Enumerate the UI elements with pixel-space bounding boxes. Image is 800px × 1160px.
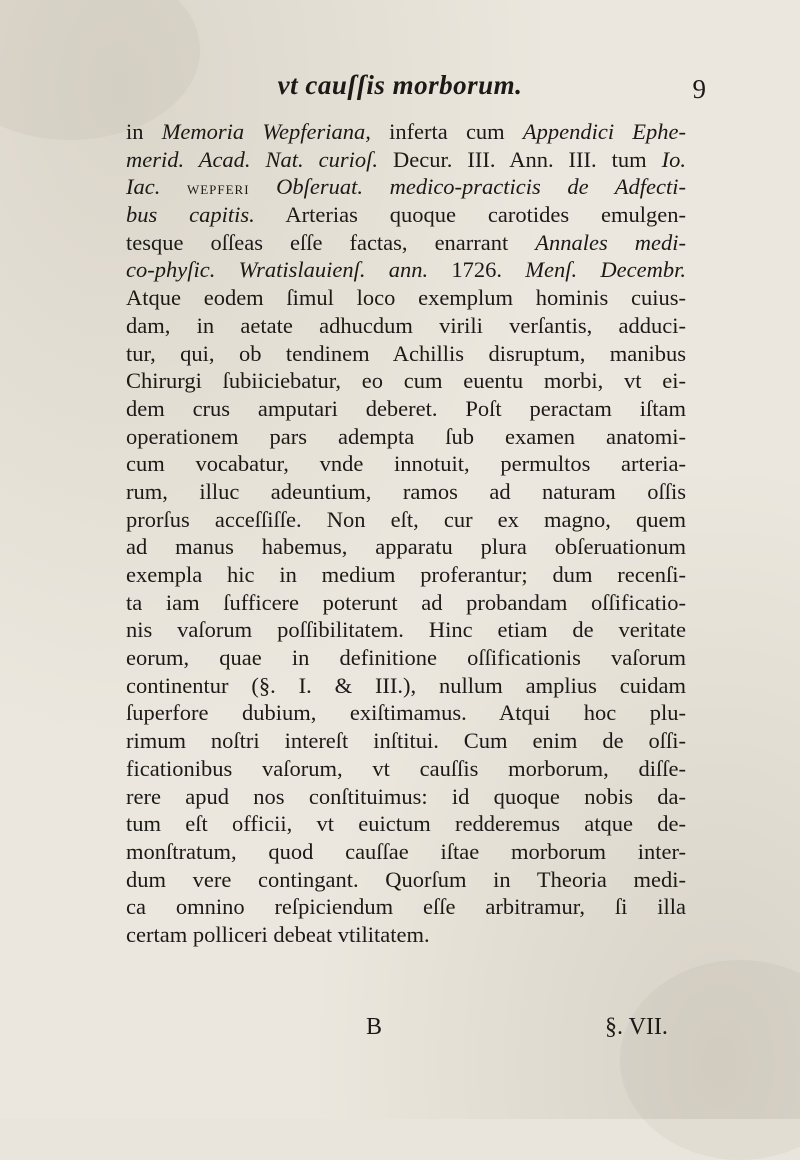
text-segment: Menſ. Decembr. <box>525 257 686 283</box>
page-footer <box>0 1014 800 1046</box>
text-segment: Annales medi- <box>535 229 687 255</box>
text-segment: ca omnino reſpiciendum eſſe arbitramur, ſi illa <box>126 894 686 920</box>
text-line <box>126 340 686 368</box>
text-line <box>126 589 686 617</box>
text-line <box>126 616 686 644</box>
text-segment: wepferi <box>186 178 250 200</box>
signature-mark: B <box>366 1014 383 1040</box>
text-segment: ad manus habemus, apparatu plura obſeruationum <box>126 534 686 560</box>
text-segment: dam, in aetate adhucdum virili verſantis, adduci- <box>126 312 686 338</box>
paper-stain <box>620 960 800 1160</box>
text-segment: bus capitis. <box>126 202 255 228</box>
text-line <box>126 395 686 423</box>
text-line <box>126 450 686 478</box>
text-segment: Appendici Ephe- <box>522 119 686 144</box>
text-segment: Iac. <box>126 174 161 200</box>
text-segment: prorſus acceſſiſſe. Non eſt, cur ex magno, quem <box>126 506 686 532</box>
running-title: vt cauſſis morborum. <box>277 70 523 100</box>
text-segment <box>160 174 187 199</box>
text-segment: dum vere contingant. Quorſum in Theoria medi- <box>126 866 686 892</box>
text-segment: Chirurgi ſubiiciebatur, eo cum euentu morbi, vt ei- <box>126 368 686 394</box>
text-segment: certam polliceri debeat vtilitatem. <box>126 921 430 947</box>
text-segment: tum eſt officii, vt euictum redderemus atque de- <box>126 811 686 837</box>
text-segment: rum, illuc adeuntium, ramos ad naturam oſſis <box>126 478 686 504</box>
text-segment: Arterias quoque carotides emulgen- <box>254 202 686 228</box>
text-segment: Decur. III. Ann. III. tum <box>378 146 662 172</box>
text-line <box>126 783 686 811</box>
text-line <box>126 201 686 229</box>
catchword: §. VII. <box>605 1014 668 1040</box>
text-line <box>126 866 686 894</box>
text-line <box>126 533 686 561</box>
running-head <box>0 66 800 106</box>
text-line <box>126 256 686 284</box>
text-line <box>126 644 686 672</box>
text-segment <box>250 174 277 199</box>
text-line <box>126 561 686 589</box>
text-segment: 1726. <box>428 257 526 283</box>
text-segment: eorum, quae in definitione oſſificationis vaſorum <box>126 645 686 671</box>
text-segment: inferta cum <box>370 119 523 144</box>
text-segment: Atque eodem ſimul loco exemplum hominis cuius- <box>126 285 686 311</box>
text-segment: ta iam ſufficere poterunt ad probandam oſſificatio- <box>126 589 686 615</box>
text-line <box>126 921 686 949</box>
text-line <box>126 312 686 340</box>
text-segment: co-phyſic. Wratislauienſ. ann. <box>126 257 429 283</box>
page-number: 9 <box>692 74 706 104</box>
text-line <box>126 755 686 783</box>
body-text <box>126 118 686 949</box>
text-segment: in <box>126 119 162 144</box>
text-segment: ficationibus vaſorum, vt cauſſis morborum, diſſe- <box>126 755 686 781</box>
text-segment: Obſeruat. medico-practicis de Adfecti- <box>276 174 686 200</box>
text-line <box>126 229 686 257</box>
text-line <box>126 423 686 451</box>
text-segment: tur, qui, ob tendinem Achillis disruptum, manibus <box>126 340 686 366</box>
text-line <box>126 173 686 201</box>
text-line <box>126 810 686 838</box>
text-segment: operationem pars adempta ſub examen anatomi- <box>126 423 686 449</box>
text-segment: tesque oſſeas eſſe factas, enarrant <box>126 229 536 255</box>
text-segment: rere apud nos conſtituimus: id quoque nobis da- <box>126 783 686 809</box>
text-line <box>126 284 686 312</box>
text-line <box>126 367 686 395</box>
text-line <box>126 727 686 755</box>
text-line <box>126 118 686 146</box>
text-segment: monſtratum, quod cauſſae iſtae morborum inter- <box>126 838 686 864</box>
text-line <box>126 478 686 506</box>
text-segment: Io. <box>661 146 686 172</box>
text-segment: merid. Acad. Nat. curioſ. <box>126 146 379 172</box>
text-segment: dem crus amputari deberet. Poſt peractam iſtam <box>126 395 686 421</box>
text-line <box>126 506 686 534</box>
text-segment: ſuperfore dubium, exiſtimamus. Atqui hoc plu- <box>126 700 686 726</box>
text-segment: exempla hic in medium proferantur; dum recenſi- <box>126 562 686 587</box>
text-line <box>126 893 686 921</box>
text-segment: continentur (§. I. & III.), nullum amplius cuidam <box>126 672 686 698</box>
text-segment: nis vaſorum poſſibilitatem. Hinc etiam de veritate <box>126 617 686 643</box>
text-segment: cum vocabatur, vnde innotuit, permultos arteria- <box>126 451 686 477</box>
text-line <box>126 672 686 700</box>
text-line <box>126 146 686 174</box>
text-segment: rimum noſtri intereſt inſtitui. Cum enim de oſſi- <box>126 728 686 754</box>
text-line <box>126 838 686 866</box>
text-line <box>126 699 686 727</box>
text-segment: Memoria Wepferiana, <box>161 119 371 144</box>
